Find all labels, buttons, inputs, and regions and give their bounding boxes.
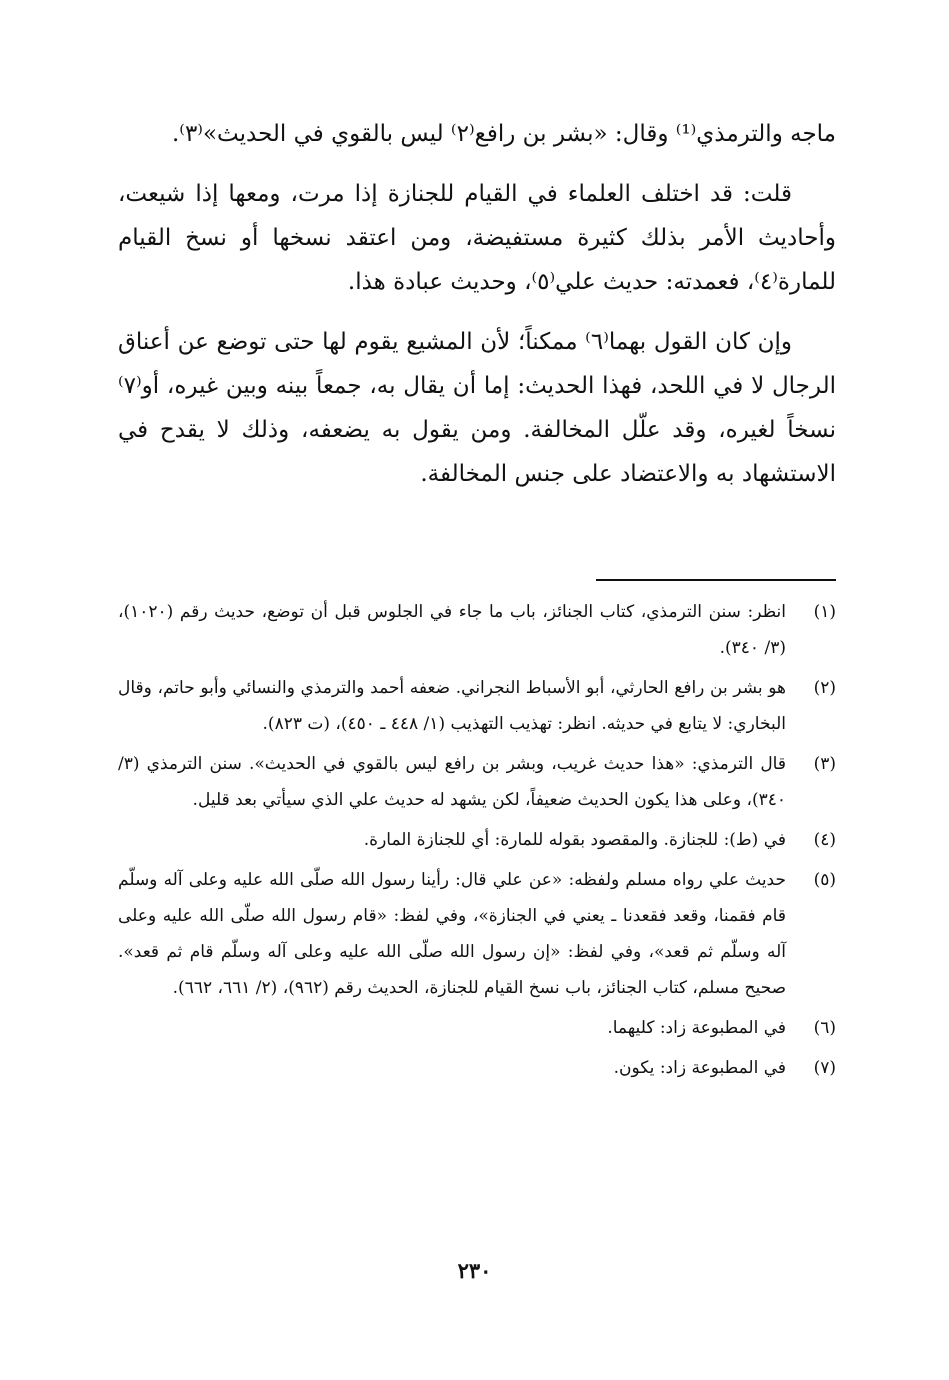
- footnote-text: في (ط): للجنازة. والمقصود بقوله للمارة: أي للجنازة المارة.: [363, 830, 786, 850]
- footnote-number: (٦): [813, 1018, 836, 1038]
- footnote-separator: [596, 579, 836, 581]
- footnote-text: انظر: سنن الترمذي، كتاب الجنائز، باب ما جاء في الجلوس قبل أن توضع، حديث رقم (١٠٢٠)، (٣/ ٣٤٠).: [118, 602, 786, 658]
- footnote-1: [118, 594, 836, 666]
- footnote-7: [118, 1050, 836, 1086]
- footnote-text: هو بشر بن رافع الحارثي، أبو الأسباط النجراني. ضعفه أحمد والترمذي والنسائي وأبو حاتم، وقال البخاري: لا يتابع في حديثه. انظر: تهذيب التهذيب (١/ ٤٤٨ ـ ٤٥٠)، (ت ٨٢٣).: [118, 678, 786, 734]
- footnote-3: [118, 746, 836, 818]
- footnote-number: (٧): [813, 1058, 836, 1078]
- footnote-5: [118, 862, 836, 1006]
- footnote-6: [118, 1010, 836, 1046]
- footnote-2: [118, 670, 836, 742]
- footnote-number: (٣): [813, 754, 836, 774]
- footnote-number: (١): [813, 602, 836, 622]
- paragraph-3: وإن كان القول بهما⁽٦⁾ ممكناً؛ لأن المشيع يقوم لها حتى توضع عن أعناق الرجال لا في اللحد، فهذا الحديث: إما أن يقال به، جمعاً بينه وبين غيره، أو⁽٧⁾ نسخاً لغيره، وقد علّل المخالفة. ومن يقول به يضعفه، وذلك لا يقدح في الاستشهاد به والاعتضاد على جنس المخالفة.: [118, 329, 836, 487]
- footnote-number: (٥): [813, 870, 836, 890]
- paragraph-1: ماجه والترمذي⁽¹⁾ وقال: «بشر بن رافع⁽٢⁾ ليس بالقوي في الحديث»⁽٣⁾.: [171, 121, 836, 147]
- footnote-number: (٤): [813, 830, 836, 850]
- paragraph-2: قلت: قد اختلف العلماء في القيام للجنازة إذا مرت، ومعها إذا شيعت، وأحاديث الأمر بذلك كثيرة مستفيضة، ومن اعتقد نسخها أو نسخ القيام للمارة⁽٤⁾، فعمدته: حديث علي⁽٥⁾، وحديث عبادة هذا.: [118, 181, 836, 295]
- footnote-text: قال الترمذي: «هذا حديث غريب، وبشر بن رافع ليس بالقوي في الحديث». سنن الترمذي (٣/ ٣٤٠)، وعلى هذا يكون الحديث ضعيفاً، لكن يشهد له حديث علي الذي سيأتي بعد قليل.: [118, 754, 786, 810]
- footnote-4: [118, 822, 836, 858]
- footnote-text: في المطبوعة زاد: كليهما.: [607, 1018, 786, 1038]
- page-number: ٢٣٠: [457, 1258, 492, 1283]
- footnote-text: حديث علي رواه مسلم ولفظه: «عن علي قال: رأينا رسول الله صلّى الله عليه وعلى آله وسلّم قام فقمنا، وقعد فقعدنا ـ يعني في الجنازة»، وفي لفظ: «قام رسول الله صلّى الله عليه وعلى آله وسلّم ثم قعد»، وفي لفظ: «إن رسول الله صلّى الله عليه وعلى آله وسلّم قام ثم قعد». صحيح مسلم، كتاب الجنائز، باب نسخ القيام للجنازة، الحديث رقم (٩٦٢)، (٢/ ٦٦١، ٦٦٢).: [118, 870, 786, 998]
- main-text: [118, 112, 836, 512]
- footnote-text: في المطبوعة زاد: يكون.: [613, 1058, 786, 1078]
- footnote-number: (٢): [813, 678, 836, 698]
- footnotes: [118, 594, 836, 1090]
